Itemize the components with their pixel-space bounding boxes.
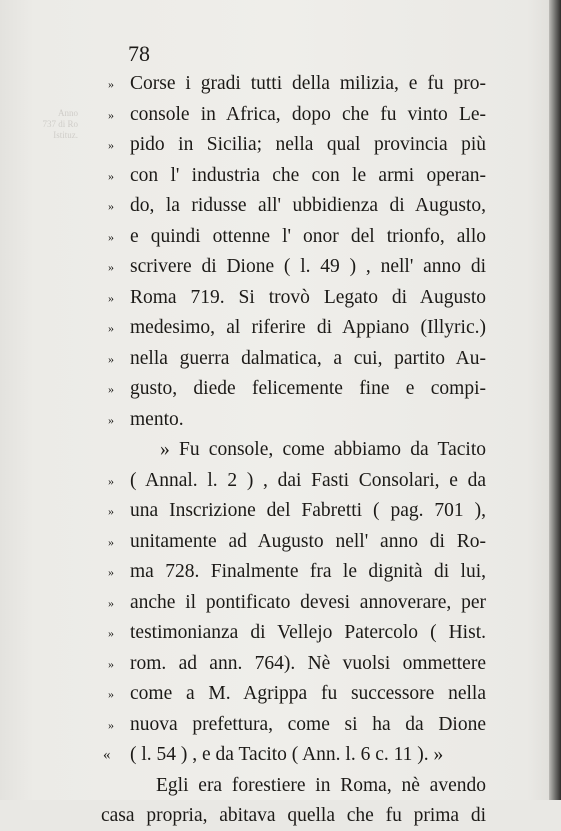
text-line: [0, 557, 561, 587]
quote-mark: »: [108, 687, 114, 701]
text-line: [0, 130, 561, 160]
page-number: 78: [128, 41, 150, 66]
quote-mark: »: [108, 199, 114, 213]
text-line: [0, 496, 561, 526]
page-edge-shadow: [549, 0, 561, 800]
quote-mark: »: [108, 412, 114, 427]
text-line: [0, 710, 561, 740]
line-text: casa propria, abitava quella che fu prima di: [101, 805, 486, 826]
line-text: Corse i gradi tutti della milizia, e fu pro-: [130, 73, 486, 94]
line-text: Roma 719. Si trovò Legato di Augusto: [130, 286, 486, 308]
text-line: [0, 374, 561, 404]
bleed-line: 737 di Ro: [42, 119, 78, 129]
text-line: [0, 100, 561, 130]
quote-mark: »: [108, 565, 114, 579]
text-line: [0, 618, 561, 648]
text-line: [0, 69, 561, 99]
line-text: » Fu console, come abbiamo da Tacito: [160, 439, 486, 460]
line-text: nuova prefettura, come si ha da Dione: [130, 713, 486, 735]
line-text: rom. ad ann. 764). Nè vuolsi ommettere: [130, 652, 486, 674]
quote-mark: »: [108, 595, 114, 610]
line-text: con l' industria che con le armi operan-: [130, 164, 486, 186]
text-line: [0, 344, 561, 374]
text-line: [0, 527, 561, 557]
text-line: [0, 740, 561, 770]
text-line: [0, 222, 561, 252]
text-line: [0, 283, 561, 313]
text-line: [0, 771, 561, 801]
line-text: console in Africa, dopo che fu vinto Le-: [130, 103, 486, 125]
quote-mark: «: [103, 747, 111, 763]
text-line: [0, 679, 561, 709]
quote-mark: »: [108, 626, 114, 640]
line-text: una Inscrizione del Fabretti ( pag. 701 ),: [130, 500, 486, 521]
line-text: mento.: [130, 408, 184, 430]
line-text: gusto, diede felicemente fine e compi-: [130, 378, 486, 399]
line-text: medesimo, al riferire di Appiano (Illyric.): [130, 317, 486, 338]
bleed-line: Anno: [58, 108, 78, 118]
quote-mark: »: [108, 77, 114, 91]
text-line: [0, 435, 561, 465]
quote-mark: »: [108, 168, 114, 183]
line-text: e quindi ottenne l' onor del trionfo, allo: [130, 225, 486, 247]
text-line: [0, 313, 561, 343]
quote-mark: »: [108, 351, 114, 366]
quote-mark: »: [108, 656, 114, 671]
text-line: [0, 588, 561, 618]
line-text: ma 728. Finalmente fra le dignità di lui,: [130, 561, 486, 582]
line-text: do, la ridusse all' ubbidienza di Augusto,: [130, 195, 486, 216]
text-line: [0, 161, 561, 191]
quote-mark: »: [108, 229, 114, 244]
quote-mark: »: [108, 504, 114, 518]
line-text: Egli era forestiere in Roma, nè avendo: [156, 774, 486, 796]
line-text: testimonianza di Vellejo Patercolo ( Hist.: [130, 622, 486, 643]
line-text: pido in Sicilia; nella qual provincia più: [130, 134, 486, 155]
quote-mark: »: [108, 717, 114, 732]
text-line: [0, 191, 561, 221]
text-line: [0, 649, 561, 679]
text-line: [0, 252, 561, 282]
text-line: [0, 466, 561, 496]
line-text: ( Annal. l. 2 ) , dai Fasti Consolari, e da: [130, 469, 486, 491]
quote-mark: »: [108, 290, 114, 305]
quote-mark: »: [108, 382, 114, 396]
bleed-line: Istituz.: [53, 130, 78, 140]
quote-mark: »: [108, 107, 114, 122]
line-text: ( l. 54 ) , e da Tacito ( Ann. l. 6 c. 11 ). »: [130, 744, 444, 765]
line-text: nella guerra dalmatica, a cui, partito Au-: [130, 347, 486, 369]
text-line: [0, 405, 561, 435]
line-text: scrivere di Dione ( l. 49 ) , nell' anno di: [130, 256, 486, 277]
line-text: come a M. Agrippa fu successore nella: [130, 683, 486, 704]
quote-mark: »: [108, 260, 114, 274]
quote-mark: »: [108, 534, 114, 549]
quote-mark: »: [108, 473, 114, 488]
quote-mark: »: [108, 321, 114, 335]
text-line: [0, 801, 561, 831]
quote-mark: »: [108, 138, 114, 152]
line-text: anche il pontificato devesi annoverare, per: [130, 591, 486, 613]
line-text: unitamente ad Augusto nell' anno di Ro-: [130, 530, 486, 552]
